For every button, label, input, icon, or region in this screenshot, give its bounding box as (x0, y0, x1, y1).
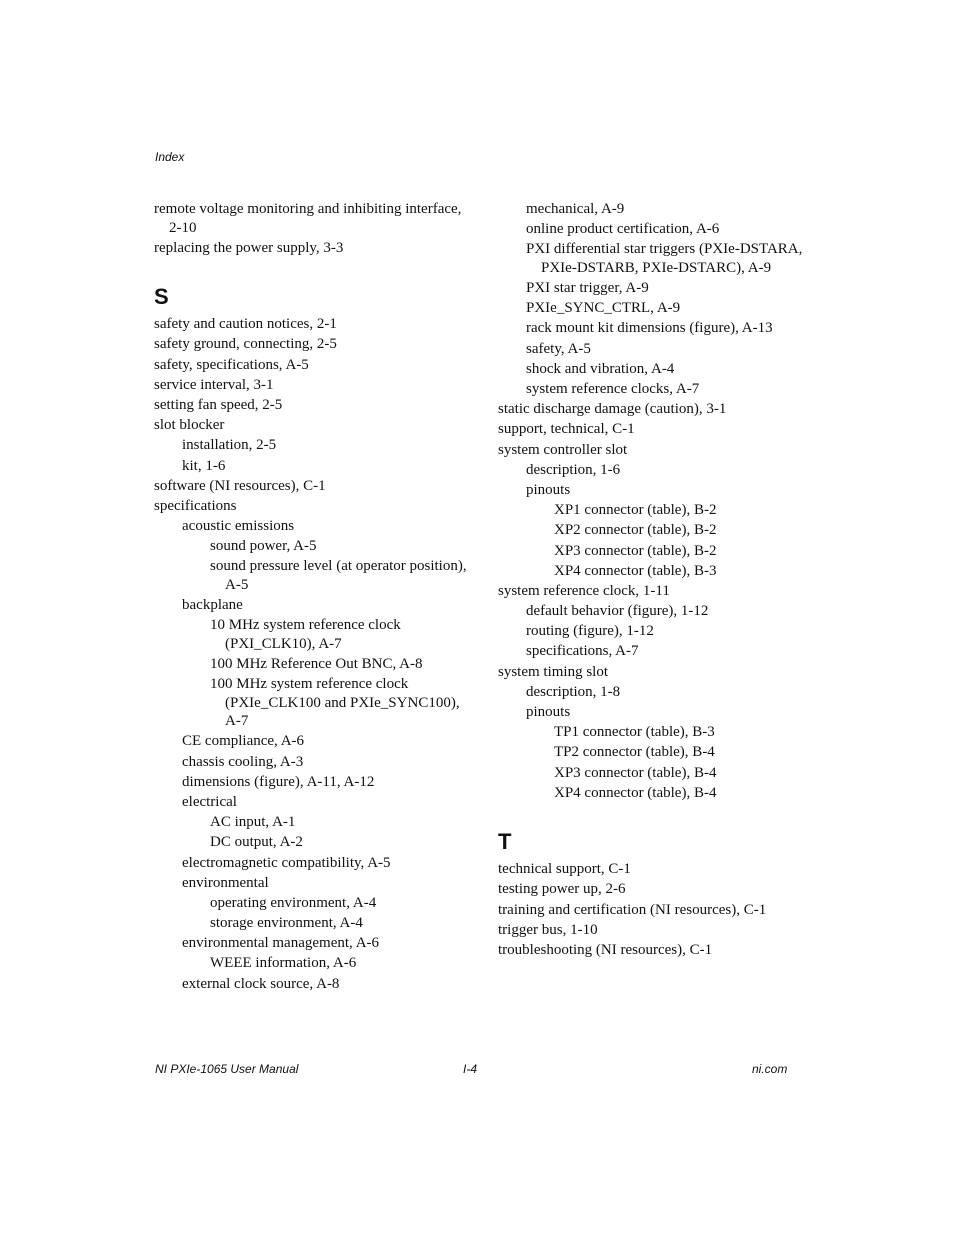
index-entry: XP4 connector (table), B-3 (554, 562, 717, 579)
index-entry: shock and vibration, A-4 (526, 360, 675, 377)
index-entry: sound power, A-5 (210, 538, 317, 555)
index-entries-s-continued (498, 200, 818, 802)
footer-page-number: I-4 (463, 1062, 478, 1076)
index-entries-r (154, 200, 474, 257)
index-entry: software (NI resources), C-1 (154, 477, 326, 494)
index-entry: WEEE information, A-6 (210, 955, 357, 972)
index-entry: XP3 connector (table), B-4 (554, 764, 717, 781)
index-entry: TP2 connector (table), B-4 (554, 744, 715, 761)
index-entry: XP1 connector (table), B-2 (554, 502, 717, 519)
index-entry: testing power up, 2-6 (498, 881, 626, 898)
index-entry: training and certification (NI resources), C-1 (498, 901, 767, 918)
index-entry: dimensions (figure), A-11, A-12 (182, 773, 375, 790)
index-entry: electrical (182, 793, 237, 810)
index-entry: description, 1-8 (526, 683, 621, 700)
index-entry: safety, specifications, A-5 (154, 356, 309, 373)
index-entry: online product certification, A-6 (526, 221, 720, 238)
index-entry: kit, 1-6 (182, 457, 226, 474)
index-entry: pinouts (526, 704, 571, 720)
index-entry: remote voltage monitoring and inhibiting interface, 2-10 (154, 201, 462, 236)
index-entry: sound pressure level (at operator position), A-5 (210, 558, 467, 593)
index-entry: technical support, C-1 (498, 861, 631, 878)
index-entry: safety ground, connecting, 2-5 (154, 336, 337, 353)
index-entry: DC output, A-2 (210, 834, 303, 851)
index-entry: TP1 connector (table), B-3 (554, 724, 715, 741)
index-entry: PXI star trigger, A-9 (526, 280, 649, 297)
index-entry: mechanical, A-9 (526, 201, 625, 217)
index-entry: environmental management, A-6 (182, 935, 380, 952)
index-entry: replacing the power supply, 3-3 (154, 239, 344, 256)
index-entry: safety and caution notices, 2-1 (154, 316, 337, 333)
index-entry: environmental (182, 874, 269, 891)
index-entry: system reference clock, 1-11 (498, 582, 670, 599)
index-entry: system timing slot (498, 663, 609, 680)
index-entry: specifications (154, 497, 237, 514)
index-entry: installation, 2-5 (182, 437, 277, 454)
index-entry: setting fan speed, 2-5 (154, 396, 283, 413)
running-head: Index (155, 150, 185, 164)
index-entry: slot blocker (154, 417, 225, 434)
index-entry: electromagnetic compatibility, A-5 (182, 854, 391, 871)
index-entry: system reference clocks, A-7 (526, 381, 700, 397)
index-entry: XP2 connector (table), B-2 (554, 522, 717, 539)
index-entry: troubleshooting (NI resources), C-1 (498, 942, 713, 958)
index-entry: CE compliance, A-6 (182, 733, 305, 750)
index-entry: specifications, A-7 (526, 643, 639, 660)
index-entry: XP3 connector (table), B-2 (554, 542, 717, 559)
index-entry: routing (figure), 1-12 (526, 623, 654, 640)
index-entries-s (154, 315, 474, 993)
index-entry: storage environment, A-4 (210, 915, 363, 932)
index-entry: trigger bus, 1-10 (498, 921, 598, 938)
index-entry: acoustic emissions (182, 518, 295, 535)
index-entry: support, technical, C-1 (498, 421, 635, 438)
index-entry: PXI differential star triggers (PXIe-DSTARA, PXIe-DSTARB, PXIe-DSTARC), A-9 (526, 241, 803, 276)
index-entry: pinouts (526, 481, 571, 498)
index-entry: service interval, 3-1 (154, 376, 274, 393)
footer-website: ni.com (752, 1062, 788, 1076)
index-entry: AC input, A-1 (210, 814, 296, 831)
index-entry: system controller slot (498, 441, 628, 458)
index-entry: chassis cooling, A-3 (182, 753, 304, 770)
index-entries-t (498, 860, 818, 959)
section-letter-t: T (498, 829, 512, 855)
index-entry: default behavior (figure), 1-12 (526, 603, 709, 620)
index-entry: XP4 connector (table), B-4 (554, 784, 717, 801)
index-entry: 100 MHz system reference clock (PXIe_CLK100 and PXIe_SYNC100), A-7 (210, 676, 460, 730)
index-column-left (154, 200, 474, 995)
index-entry: description, 1-6 (526, 461, 621, 478)
index-column-right (498, 200, 818, 961)
footer-manual-title: NI PXIe-1065 User Manual (155, 1062, 299, 1076)
section-letter-s: S (154, 284, 169, 310)
index-entry: backplane (182, 597, 243, 614)
index-entry: 10 MHz system reference clock (PXI_CLK10), A-7 (210, 617, 401, 652)
index-entry: 100 MHz Reference Out BNC, A-8 (210, 656, 423, 672)
index-entry: rack mount kit dimensions (figure), A-13 (526, 320, 773, 337)
index-entry: operating environment, A-4 (210, 894, 377, 911)
index-entry: external clock source, A-8 (182, 975, 340, 992)
index-entry: PXIe_SYNC_CTRL, A-9 (526, 300, 681, 317)
index-entry: safety, A-5 (526, 340, 591, 357)
index-entry: static discharge damage (caution), 3-1 (498, 401, 727, 418)
